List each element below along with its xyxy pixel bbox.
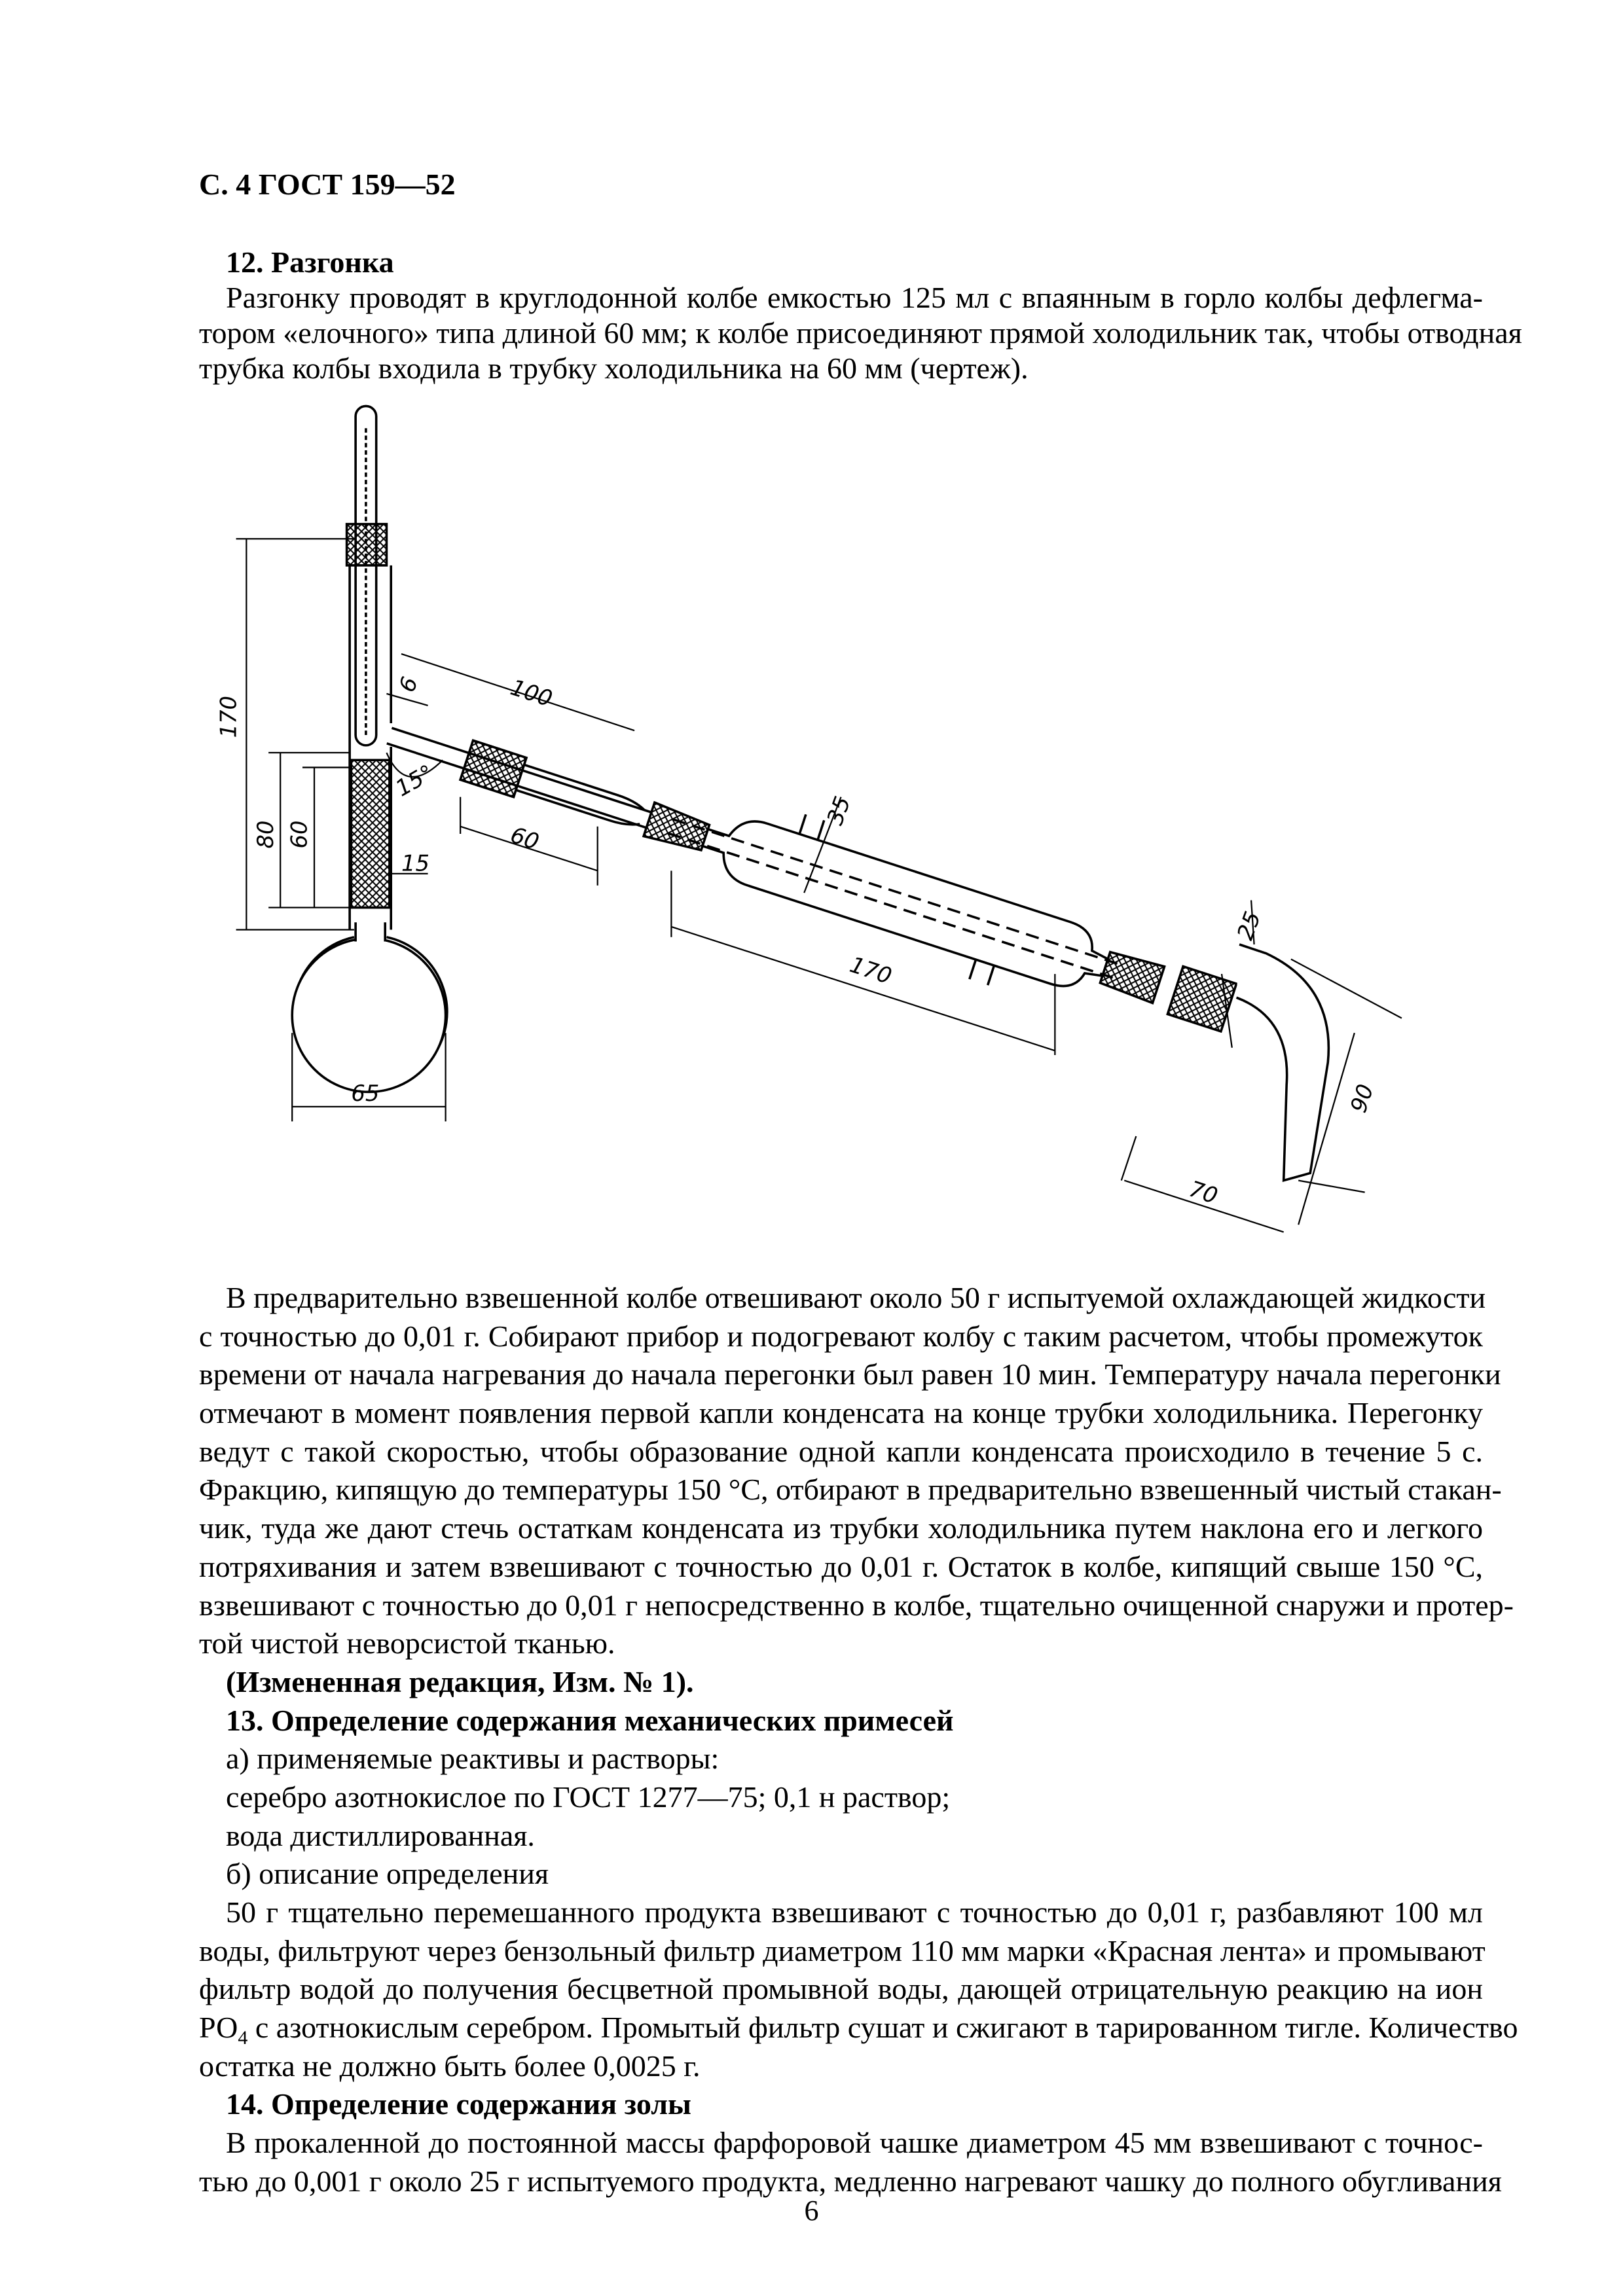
text: с азотнокислым серебром. Промытый фильтр сушат и сжигают в тарированном тигле. Количество bbox=[247, 2011, 1518, 2045]
text-line: потряхивания и затем взвешивают с точностью до 0,01 г. Остаток в колбе, кипящий свыше 150 °С, bbox=[199, 1549, 1483, 1583]
text-line: Фракцию, кипящую до температуры 150 °С, отбирают в предварительно взвешенный чистый стакан- bbox=[199, 1473, 1502, 1507]
text-line: чик, туда же дают стечь остаткам конденсата из трубки холодильника путем наклона его и легкого bbox=[199, 1511, 1483, 1545]
text-line: с точностью до 0,01 г. Собирают прибор и подогревают колбу с таким расчетом, чтобы промежуток bbox=[199, 1319, 1483, 1353]
dim-90: 90 bbox=[1345, 1081, 1379, 1116]
text-line: тором «елочного» типа длиной 60 мм; к колбе присоединяют прямой холодильник так, чтобы отводная bbox=[199, 316, 1522, 350]
dimension-lines bbox=[236, 539, 1402, 1232]
text-line: остатка не должно быть более 0,0025 г. bbox=[199, 2049, 701, 2083]
text-line: серебро азотнокислое по ГОСТ 1277—75; 0,1 н раствор; bbox=[226, 1780, 951, 1814]
page-header: С. 4 ГОСТ 159—52 bbox=[199, 168, 456, 201]
dim-65: 65 bbox=[351, 1080, 380, 1106]
text-line: б) описание определения bbox=[226, 1857, 549, 1891]
condenser bbox=[373, 685, 1245, 1058]
adapter-tube bbox=[1237, 944, 1329, 1181]
text-line: а) применяемые реактивы и растворы: bbox=[226, 1742, 720, 1776]
text-line: времени от начала нагревания до начала перегонки был равен 10 мин. Температуру начала перегонки bbox=[199, 1357, 1501, 1391]
text-line: В предварительно взвешенной колбе отвешивают около 50 г испытуемой охлаждающей жидкости bbox=[226, 1281, 1486, 1314]
text-line: той чистой неворсистой тканью. bbox=[199, 1626, 615, 1660]
amendment-note: (Измененная редакция, Изм. № 1). bbox=[226, 1664, 694, 1698]
dim-80: 80 bbox=[252, 820, 278, 849]
dim-15-degree: 15° bbox=[391, 759, 438, 802]
page-number: 6 bbox=[804, 2195, 819, 2227]
section-title: 12. Разгонка bbox=[226, 245, 394, 279]
text-line: В прокаленной до постоянной массы фарфоровой чашке диаметром 45 мм взвешивают с точнос- bbox=[226, 2126, 1483, 2160]
text-line: тью до 0,001 г около 25 г испытуемого продукта, медленно нагревают чашку до полного обугливания bbox=[199, 2164, 1502, 2198]
body-text bbox=[199, 1279, 1518, 2201]
text-line: Разгонку проводят в круглодонной колбе емкостью 125 мл с впаянным в горло колбы дефлегма- bbox=[226, 281, 1483, 314]
dim-170-vertical: 170 bbox=[215, 695, 242, 738]
dim-60-vertical: 60 bbox=[286, 820, 312, 849]
text-line: ведут с такой скоростью, чтобы образование одной капли конденсата происходило в течение 5 с. bbox=[199, 1434, 1483, 1468]
thermometer bbox=[356, 406, 376, 745]
dim-6: 6 bbox=[393, 673, 423, 696]
text-line: взвешивают с точностью до 0,01 г непосредственно в колбе, тщательно очищенной снаружи и протер- bbox=[199, 1588, 1514, 1622]
dim-25: 25 bbox=[1231, 908, 1266, 944]
dim-170-condenser: 170 bbox=[847, 952, 895, 990]
subscript: 4 bbox=[238, 2027, 248, 2049]
dim-15: 15 bbox=[401, 850, 430, 876]
stopper bbox=[347, 524, 387, 565]
dim-35: 35 bbox=[822, 793, 856, 829]
dim-70: 70 bbox=[1186, 1175, 1221, 1210]
text-line: 50 г тщательно перемешанного продукта взвешивают с точностью до 0,01 г, разбавляют 100 мл bbox=[226, 1895, 1483, 1929]
dim-60-horizontal: 60 bbox=[507, 821, 542, 855]
section-title: 13. Определение содержания механических примесей bbox=[226, 1703, 954, 1737]
text-line: фильтр водой до получения бесцветной промывной воды, дающей отрицательную реакцию на ион bbox=[199, 1972, 1483, 2006]
text-line: воды, фильтруют через бензольный фильтр диаметром 110 мм марки «Красная лента» и промывают bbox=[199, 1933, 1486, 1967]
dim-100: 100 bbox=[507, 674, 556, 712]
text-line-po4 bbox=[199, 2009, 1518, 2049]
text-line: вода дистиллированная. bbox=[226, 1818, 535, 1852]
section-title: 14. Определение содержания золы bbox=[226, 2087, 691, 2121]
formula: РО bbox=[199, 2011, 238, 2045]
text-line: отмечают в момент появления первой капли конденсата на конце трубки холодильника. Перегонку bbox=[199, 1396, 1483, 1430]
text-line: трубка колбы входила в трубку холодильника на 60 мм (чертеж). bbox=[199, 351, 1029, 385]
